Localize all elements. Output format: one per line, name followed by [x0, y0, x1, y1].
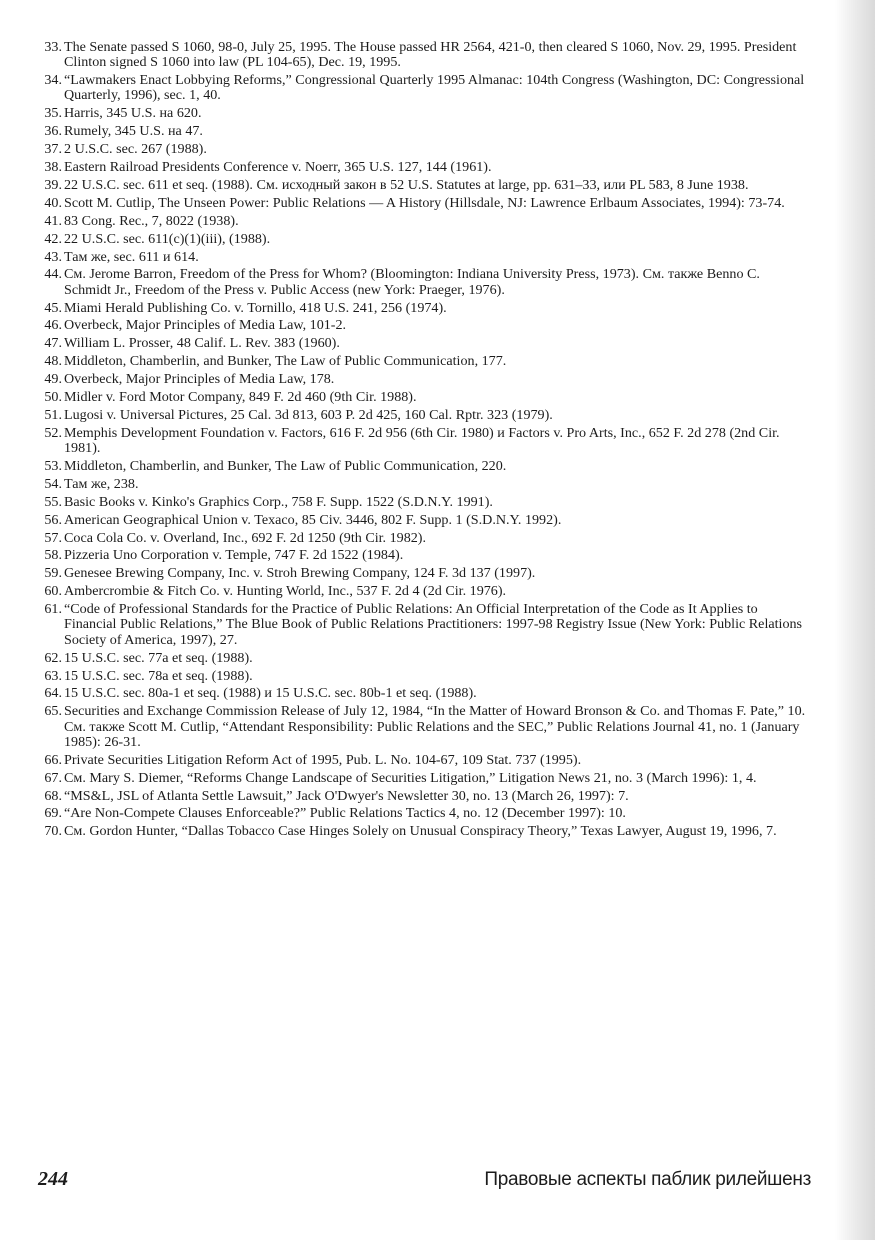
endnote-text: Lugosi v. Universal Pictures, 25 Cal. 3d 813, 603 P. 2d 425, 160 Cal. Rptr. 323 (1979). [64, 406, 553, 423]
endnote-number: 70. [44, 823, 62, 840]
endnote-text: Scott M. Cutlip, The Unseen Power: Public Relations — A History (Hillsdale, NJ: Lawrence Erlbaum Associates, 1994): 73-74. [64, 194, 785, 211]
endnote-text: Basic Books v. Kinko's Graphics Corp., 758 F. Supp. 1522 (S.D.N.Y. 1991). [64, 493, 493, 510]
endnote-number: 65. [44, 703, 62, 720]
endnote-text: “Lawmakers Enact Lobbying Reforms,” Congressional Quarterly 1995 Almanac: 104th Congress (Washington, DC: Congressional Quarterly, 1996), sec. 1, 40. [64, 72, 805, 104]
endnote-number: 62. [44, 649, 62, 666]
endnote-number: 34. [44, 72, 62, 89]
page-footer [38, 1168, 811, 1191]
endnote-item [38, 354, 810, 369]
endnote-text: 15 U.S.C. sec. 80a-1 et seq. (1988) и 15 U.S.C. sec. 80b-1 et seq. (1988). [64, 685, 477, 702]
endnote-number: 46. [44, 317, 62, 334]
endnote-number: 63. [44, 667, 62, 684]
endnote-number: 49. [44, 371, 62, 388]
endnote-number: 50. [44, 389, 62, 406]
endnote-item [38, 753, 810, 768]
endnote-item [38, 513, 810, 528]
endnote-item [38, 336, 810, 351]
endnote-number: 60. [44, 583, 62, 600]
endnote-item [38, 196, 810, 211]
endnote-item [38, 602, 810, 648]
endnote-item [38, 408, 810, 423]
endnote-text: Rumely, 345 U.S. на 47. [64, 123, 203, 140]
endnote-item [38, 318, 810, 333]
endnote-text: 15 U.S.C. sec. 78a et seq. (1988). [64, 667, 253, 684]
endnote-number: 51. [44, 406, 62, 423]
endnote-number: 66. [44, 751, 62, 768]
endnote-text: William L. Prosser, 48 Calif. L. Rev. 383 (1960). [64, 335, 340, 352]
endnote-item [38, 495, 810, 510]
endnote-text: Overbeck, Major Principles of Media Law, 178. [64, 371, 335, 388]
endnote-text: Midler v. Ford Motor Company, 849 F. 2d 460 (9th Cir. 1988). [64, 389, 417, 406]
endnote-item [38, 477, 810, 492]
endnote-item [38, 459, 810, 474]
endnote-text: Pizzeria Uno Corporation v. Temple, 747 F. 2d 1522 (1984). [64, 547, 404, 564]
endnote-number: 58. [44, 547, 62, 564]
endnote-number: 37. [44, 141, 62, 158]
endnote-number: 33. [44, 39, 62, 55]
endnote-item [38, 704, 810, 750]
endnote-text: 22 U.S.C. sec. 611 et seq. (1988). См. исходный закон в 52 U.S. Statutes at large, pp. 631–33, или PL 583, 8 June 1938. [64, 176, 749, 193]
endnote-number: 68. [44, 787, 62, 804]
endnote-item [38, 106, 810, 121]
endnote-text: 22 U.S.C. sec. 611(c)(1)(iii), (1988). [64, 230, 271, 247]
endnote-item [38, 232, 810, 247]
endnote-item [38, 426, 810, 457]
endnote-number: 36. [44, 123, 62, 140]
endnote-text: Memphis Development Foundation v. Factors, 616 F. 2d 956 (6th Cir. 1980) и Factors v. Pro Arts, Inc., 652 F. 2d 278 (2nd Cir. 1981). [64, 424, 780, 457]
endnote-number: 56. [44, 511, 62, 528]
endnote-text: Eastern Railroad Presidents Conference v. Noerr, 365 U.S. 127, 144 (1961). [64, 159, 492, 176]
endnote-text: Там же, 238. [64, 475, 139, 492]
endnote-number: 55. [44, 493, 62, 510]
endnote-item [38, 142, 810, 157]
endnote-item [38, 160, 810, 175]
endnote-item [38, 531, 810, 546]
endnote-number: 41. [44, 212, 62, 229]
endnote-item [38, 651, 810, 666]
endnote-text: Там же, sec. 611 и 614. [64, 248, 199, 265]
endnote-item [38, 548, 810, 563]
endnote-item [38, 669, 810, 684]
endnote-number: 57. [44, 529, 62, 546]
endnote-text: Middleton, Chamberlin, and Bunker, The Law of Public Communication, 220. [64, 458, 507, 474]
endnote-number: 35. [44, 105, 62, 122]
endnote-item [38, 40, 810, 71]
endnote-number: 47. [44, 335, 62, 352]
endnote-text: Securities and Exchange Commission Release of July 12, 1984, “In the Matter of Howard Bronson & Co. and Thomas F. Pate,” 10. См. также Scott M. Cutlip, “Attendant Responsibility: Public Relations and the SEC,” Public Relations Journal 41, no. 1 (January 1985): 26-31. [64, 703, 806, 750]
endnote-text: 15 U.S.C. sec. 77a et seq. (1988). [64, 649, 253, 666]
endnote-number: 53. [44, 458, 62, 474]
endnote-number: 59. [44, 565, 62, 582]
endnote-text: Ambercrombie & Fitch Co. v. Hunting World, Inc., 537 F. 2d 4 (2d Cir. 1976). [64, 583, 507, 600]
endnote-item [38, 267, 810, 298]
endnote-text: The Senate passed S 1060, 98-0, July 25, 1995. The House passed HR 2564, 421-0, then cleared S 1060, Nov. 29, 1995. President Clinton signed S 1060 into law (PL 104-65), Dec. 19, 1995. [64, 39, 797, 71]
endnote-item [38, 390, 810, 405]
endnote-number: 38. [44, 159, 62, 176]
endnote-text: Genesee Brewing Company, Inc. v. Stroh Brewing Company, 124 F. 3d 137 (1997). [64, 565, 536, 582]
endnote-item [38, 73, 810, 104]
endnote-text: American Geographical Union v. Texaco, 85 Civ. 3446, 802 F. Supp. 1 (S.D.N.Y. 1992). [64, 511, 562, 528]
endnote-text: Coca Cola Co. v. Overland, Inc., 692 F. 2d 1250 (9th Cir. 1982). [64, 529, 427, 546]
endnote-number: 45. [44, 299, 62, 316]
endnote-number: 52. [44, 424, 62, 441]
endnote-number: 42. [44, 230, 62, 247]
endnote-item [38, 806, 810, 821]
running-title: Правовые аспекты паблик рилейшенз [484, 1169, 811, 1190]
endnote-text: Private Securities Litigation Reform Act of 1995, Pub. L. No. 104-67, 109 Stat. 737 (1995). [64, 751, 582, 768]
endnote-item [38, 686, 810, 701]
endnote-number: 64. [44, 685, 62, 702]
endnote-item [38, 789, 810, 804]
endnote-number: 67. [44, 769, 62, 786]
endnote-item [38, 566, 810, 581]
endnote-text: 83 Cong. Rec., 7, 8022 (1938). [64, 212, 239, 229]
page-edge-shadow [835, 0, 875, 1240]
endnote-number: 48. [44, 353, 62, 370]
page-number: 244 [38, 1168, 68, 1190]
endnote-item [38, 250, 810, 265]
endnote-text: Miami Herald Publishing Co. v. Tornillo, 418 U.S. 241, 256 (1974). [64, 299, 447, 316]
endnote-number: 54. [44, 475, 62, 492]
endnotes-list [38, 40, 810, 842]
endnote-text: “Are Non-Compete Clauses Enforceable?” Public Relations Tactics 4, no. 12 (December 1997): 10. [64, 805, 626, 822]
endnote-item [38, 372, 810, 387]
endnote-text: Middleton, Chamberlin, and Bunker, The Law of Public Communication, 177. [64, 353, 507, 370]
endnote-item [38, 124, 810, 139]
endnote-text: См. Jerome Barron, Freedom of the Press for Whom? (Bloomington: Indiana University Press, 1973). См. также Benno C. Schmidt Jr., Freedom of the Press v. Public Access (new York: Praeger, 1976). [64, 266, 760, 298]
endnote-item [38, 214, 810, 229]
endnote-item [38, 771, 810, 786]
endnote-text: 2 U.S.C. sec. 267 (1988). [64, 141, 207, 158]
endnote-number: 43. [44, 248, 62, 265]
endnote-text: См. Gordon Hunter, “Dallas Tobacco Case Hinges Solely on Unusual Conspiracy Theory,” Texas Lawyer, August 19, 1996, 7. [64, 823, 777, 840]
endnote-number: 69. [44, 805, 62, 822]
endnote-text: “MS&L, JSL of Atlanta Settle Lawsuit,” Jack O'Dwyer's Newsletter 30, no. 13 (March 26, 1997): 7. [64, 787, 629, 804]
endnote-number: 40. [44, 194, 62, 211]
endnote-item [38, 301, 810, 316]
endnote-text: Harris, 345 U.S. на 620. [64, 105, 202, 122]
endnote-number: 39. [44, 176, 62, 193]
endnote-item [38, 824, 810, 839]
endnote-text: См. Mary S. Diemer, “Reforms Change Landscape of Securities Litigation,” Litigation News 21, no. 3 (March 1996): 1, 4. [64, 769, 757, 786]
endnote-number: 44. [44, 266, 62, 283]
endnote-text: Overbeck, Major Principles of Media Law, 101-2. [64, 317, 347, 334]
endnote-item [38, 584, 810, 599]
endnote-number: 61. [44, 601, 62, 618]
endnote-item [38, 178, 810, 193]
endnote-text: “Code of Professional Standards for the Practice of Public Relations: An Official Interpretation of the Code as It Applies to Financial Public Relations,” The Blue Book of Public Relations Practitioners: 1997-98 Registry Issue (New York: Public Relations Society of America, 1997), 27. [64, 601, 803, 648]
